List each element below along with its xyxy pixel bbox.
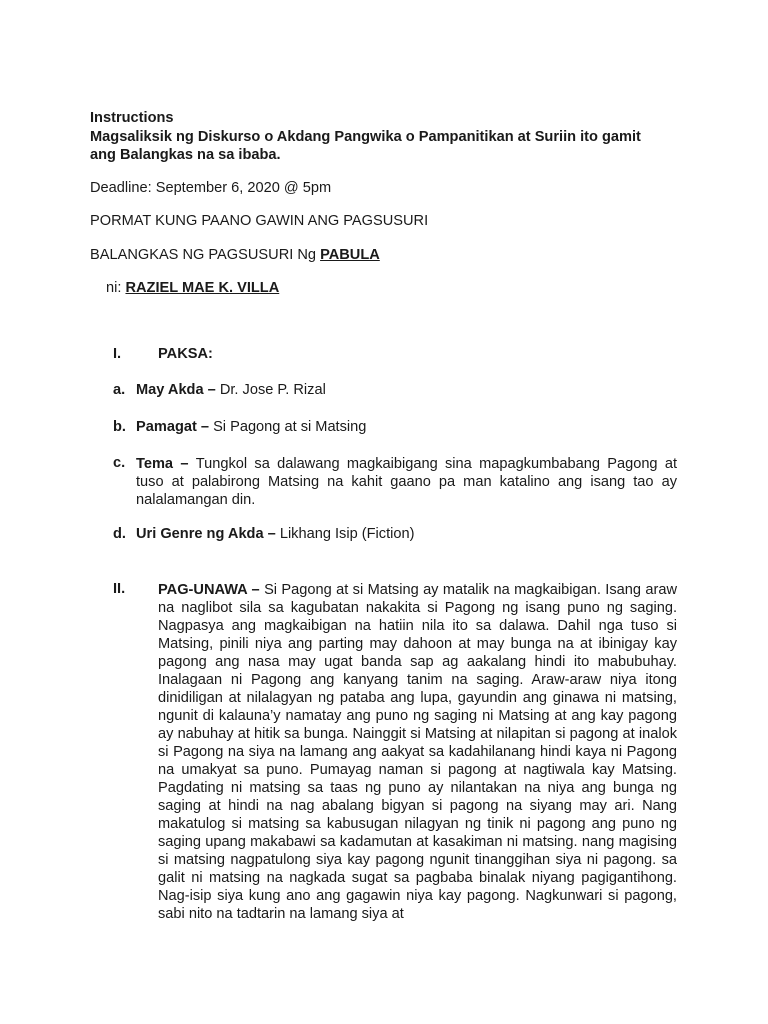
item-d-letter: d. (113, 526, 126, 542)
item-b-letter: b. (113, 419, 126, 435)
outline-heading (90, 247, 380, 263)
author-name: RAZIEL MAE K. VILLA (125, 280, 280, 296)
instructions-text: Magsaliksik ng Diskurso o Akdang Pangwika o Pampanitikan at Suriin ito gamit ang Balangkas na sa ibaba. (90, 129, 641, 163)
item-a (136, 382, 326, 398)
outline-prefix: BALANGKAS NG PAGSUSURI Ng (90, 247, 321, 263)
section2-label: PAG-UNAWA – (158, 582, 265, 598)
deadline: Deadline: September 6, 2020 @ 5pm (90, 180, 332, 196)
item-c-value: Tungkol sa dalawang magkaibigang sina mapagkumbabang Pagong at tuso at palabirong Matsing na kahit gaano pa man katalino ang isang tao ay nalalamangan din. (136, 456, 678, 508)
item-a-value: Dr. Jose P. Rizal (219, 382, 326, 398)
section2-numeral: II. (113, 581, 126, 597)
item-b-value: Si Pagong at si Matsing (213, 419, 367, 435)
section2-paragraph (158, 581, 677, 923)
item-c (136, 455, 677, 509)
item-c-label: Tema – (136, 456, 196, 472)
section1-title: PAKSA: (158, 346, 213, 362)
author-line (106, 280, 279, 296)
instructions-label: Instructions (90, 110, 174, 126)
item-d-label: Uri Genre ng Akda – (136, 526, 280, 542)
section2-text: Si Pagong at si Matsing ay matalik na magkaibigan. Isang araw na naglibot sila sa kagubatan nakakita si Pagong ng isang puno ng saging. Nagpasya ang magkaibigan na hatiin nila ito sa dalawa. Dahil nga tuso si Matsing, pinili niya ang parting may dahoon at may bunga na at ibinigay kay pagong ang nasa may ugat banda sap ag aakalang hindi ito mabubuhay. Inalagaan ni Pagong ang kanyang tanim na saging. Araw-araw niya itong dinidiligan at nilalagyan ng pataba ang lupa, gayundin ang ginawa ni matsing, ngunit di kalauna’y namatay ang puno ng saging ni Matsing at ang kay pagong ay nabuhay at hitik sa bunga. Nainggit si Matsing at nilapitan si pagong at inalok si Pagong na siya na lamang ang aakyat sa kadahilanang hindi kaya ni Pagong na umakyat sa puno. Pumayag naman si pagong at nagtiwala kay Matsing. Pagdating ni matsing sa taas ng puno ay nilantakan na niya ang bunga ng saging at hindi na nag abalang bigyan si pagong na siyang may ari. Nang makatulog si matsing sa kabusugan nilagyan ng tinik ni pagong ang puno ng saging upang makabawi sa kadamutan at kasakiman ni matsing. nang magising si matsing nagpatulong siya kay pagong ngunit tinanggihan siya ni pagong. sa galit ni matsing na nagkada sugat sa pagbaba binalak niyang pagigantihong. Nag-isip siya kung ano ang gagawin niya kay pagong. Nagkunwari si pagong, sabi nito na tadtarin na lamang siya at (158, 582, 677, 922)
item-d-value: Likhang Isip (Fiction) (279, 526, 415, 542)
item-b (136, 419, 366, 435)
format-line: PORMAT KUNG PAANO GAWIN ANG PAGSUSURI (90, 213, 429, 229)
author-prefix: ni: (106, 280, 126, 296)
item-d (136, 526, 414, 542)
item-b-label: Pamagat – (136, 419, 214, 435)
item-a-label: May Akda – (136, 382, 220, 398)
item-a-letter: a. (113, 382, 126, 398)
item-c-letter: c. (113, 455, 126, 471)
section1-numeral: I. (113, 346, 122, 362)
outline-genre: PABULA (320, 247, 380, 263)
